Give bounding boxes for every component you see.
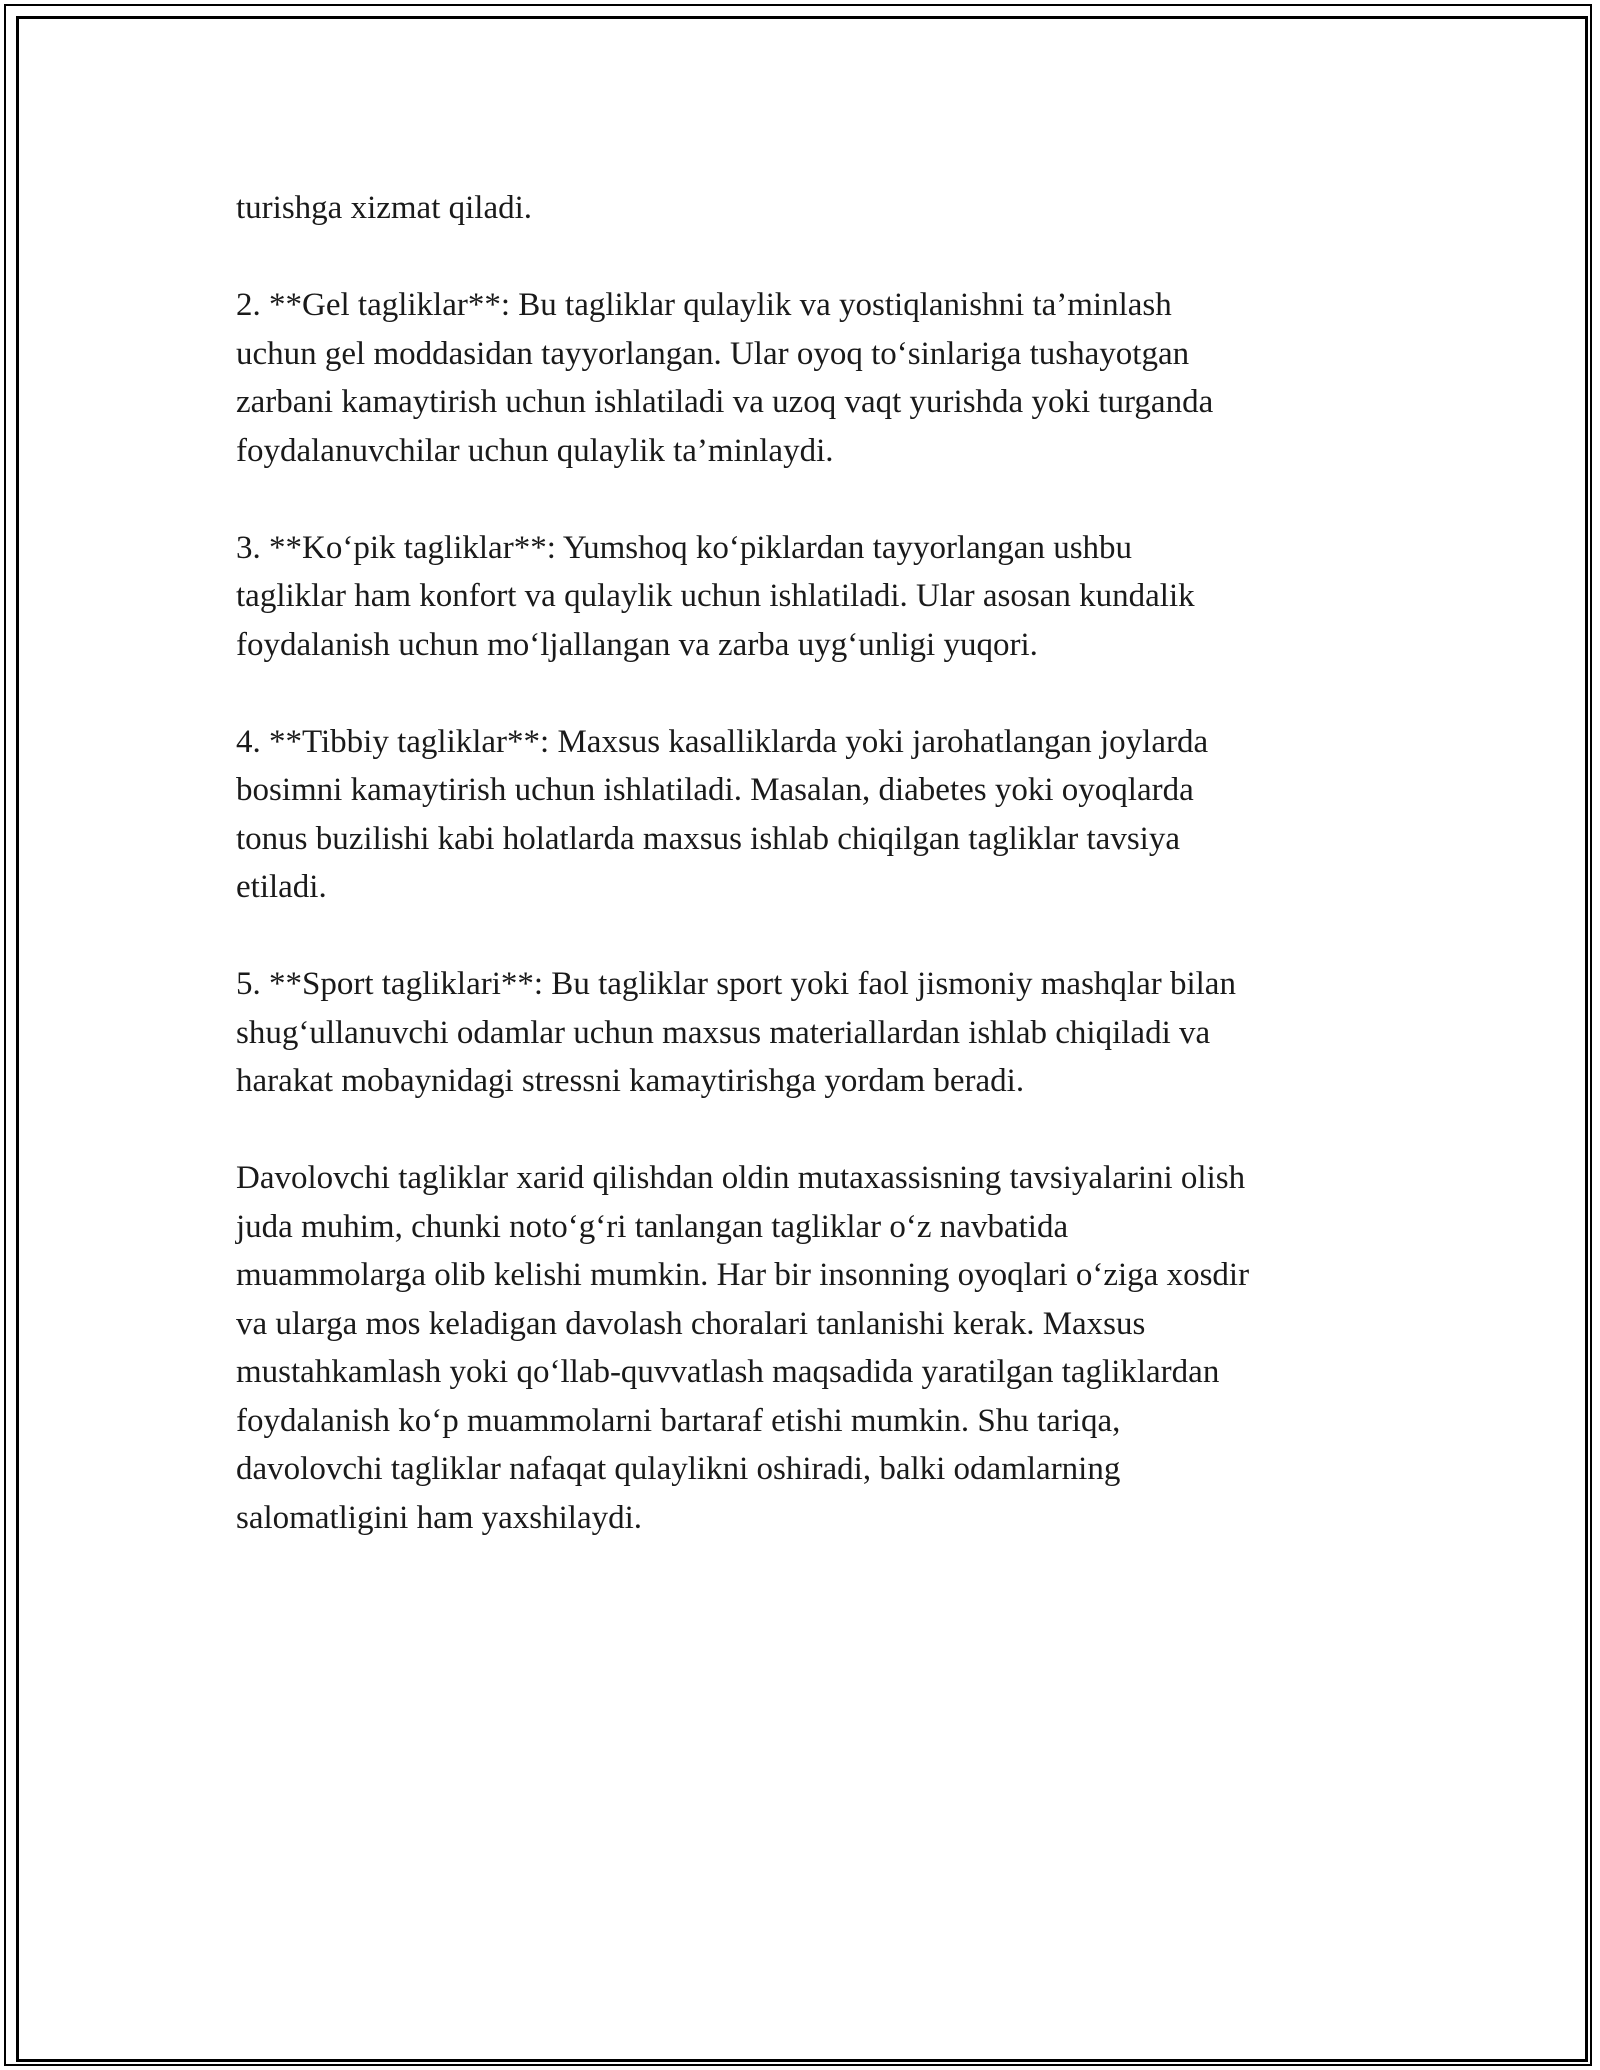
- paragraph-gap: [236, 669, 1386, 718]
- text-line: etiladi.: [236, 869, 327, 905]
- paragraph-gap: [236, 1106, 1386, 1155]
- text-line: va ularga mos keladigan davolash choralari tanlanishi kerak. Maxsus: [236, 1305, 1146, 1342]
- text-line: bosimni kamaytirish uchun ishlatiladi. Masalan, diabetes yoki oyoqlarda: [236, 772, 1194, 808]
- text-line: 2. **Gel tagliklar**: Bu tagliklar qulaylik va yostiqlanishni ta’minlash: [236, 287, 1172, 323]
- text-line: uchun gel moddasidan tayyorlangan. Ular oyoq to‘sinlariga tushayotgan: [236, 335, 1190, 372]
- paragraph-continuation: [236, 184, 1386, 233]
- paragraph-gel-insoles: [236, 281, 1386, 475]
- paragraph-gap: [236, 912, 1386, 961]
- text-line: 4. **Tibbiy tagliklar**: Maxsus kasalliklarda yoki jarohatlangan joylarda: [236, 723, 1209, 760]
- text-line: salomatligini ham yaxshilaydi.: [236, 1499, 643, 1536]
- text-line: juda muhim, chunki noto‘g‘ri tanlangan tagliklar o‘z navbatida: [236, 1208, 1069, 1245]
- text-line: foydalanish ko‘p muammolarni bartaraf etishi mumkin. Shu tariqa,: [236, 1402, 1121, 1439]
- text-line: zarbani kamaytirish uchun ishlatiladi va uzoq vaqt yurishda yoki turganda: [236, 384, 1214, 420]
- text-line: tonus buzilishi kabi holatlarda maxsus ishlab chiqilgan tagliklar tavsiya: [236, 820, 1180, 857]
- text-line: shug‘ullanuvchi odamlar uchun maxsus materiallardan ishlab chiqiladi va: [236, 1014, 1211, 1051]
- text-line: mustahkamlash yoki qo‘llab-quvvatlash maqsadida yaratilgan tagliklardan: [236, 1354, 1220, 1390]
- paragraph-medical-insoles: [236, 718, 1386, 912]
- paragraph-foam-insoles: [236, 524, 1386, 670]
- paragraph-gap: [236, 475, 1386, 524]
- text-line: 5. **Sport tagliklari**: Bu tagliklar sport yoki faol jismoniy mashqlar bilan: [236, 966, 1236, 1002]
- text-line: muammolarga olib kelishi mumkin. Har bir insonning oyoqlari o‘ziga xosdir: [236, 1257, 1250, 1293]
- text-line: foydalanuvchilar uchun qulaylik ta’minlaydi.: [236, 432, 834, 469]
- paragraph-gap: [236, 233, 1386, 282]
- text-line: davolovchi tagliklar nafaqat qulaylikni oshiradi, balki odamlarning: [236, 1451, 1121, 1487]
- text-line: tagliklar ham konfort va qulaylik uchun ishlatiladi. Ular asosan kundalik: [236, 578, 1195, 614]
- text-line: 3. **Ko‘pik tagliklar**: Yumshoq ko‘piklardan tayyorlangan ushbu: [236, 529, 1133, 566]
- text-line: harakat mobaynidagi stressni kamaytirishga yordam beradi.: [236, 1063, 1025, 1099]
- document-body: [236, 184, 1386, 1542]
- text-line: foydalanish uchun mo‘ljallangan va zarba uyg‘unligi yuqori.: [236, 626, 1038, 663]
- text-line: turishga xizmat qiladi.: [236, 190, 533, 226]
- paragraph-sport-insoles: [236, 960, 1386, 1106]
- paragraph-conclusion: [236, 1154, 1386, 1542]
- text-line: Davolovchi tagliklar xarid qilishdan oldin mutaxassisning tavsiyalarini olish: [236, 1160, 1246, 1196]
